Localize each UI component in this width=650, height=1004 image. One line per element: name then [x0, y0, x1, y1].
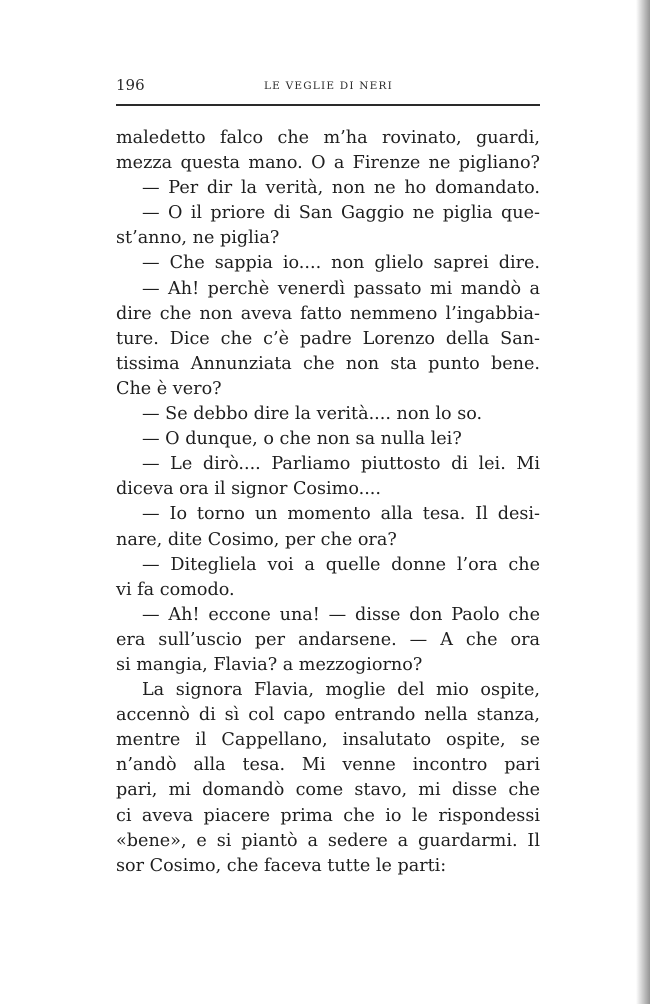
text-line: maledetto falco che m’ha rovinato, guardi,: [116, 128, 540, 148]
page-number: 196: [116, 76, 145, 94]
text-line: La signora Flavia, moglie del mio ospite,: [142, 680, 540, 701]
text-line: — Che sappia io.... non glielo saprei dire.: [142, 253, 540, 274]
text-line: n’andò alla tesa. Mi venne incontro pari: [116, 755, 540, 776]
text-line: era sull’uscio per andarsene. — A che ora: [116, 629, 540, 650]
text-line: dire che non aveva fatto nemmeno l’ingabbia-: [116, 303, 540, 324]
text-line: — Per dir la verità, non ne ho domandato.: [142, 178, 540, 199]
text-line: tissima Annunziata che non sta punto bene.: [116, 353, 540, 374]
text-line: — O il priore di San Gaggio ne piglia que-: [142, 203, 540, 224]
text-line: mezza questa mano. O a Firenze ne pigliano?: [116, 153, 540, 174]
text-line: si mangia, Flavia? a mezzogiorno?: [116, 654, 423, 675]
text-line: accennò di sì col capo entrando nella stanza,: [116, 705, 540, 726]
text-line: vi fa comodo.: [116, 579, 235, 600]
text-line: pari, mi domandò come stavo, mi disse che: [116, 780, 540, 801]
text-line: diceva ora il signor Cosimo....: [116, 479, 381, 500]
text-line: st’anno, ne piglia?: [116, 228, 280, 249]
page-edge-shadow: [636, 0, 650, 1004]
text-line: mentre il Cappellano, insalutato ospite, se: [116, 730, 540, 751]
body-text: [116, 126, 540, 879]
text-line: sor Cosimo, che faceva tutte le parti:: [116, 855, 447, 876]
text-line: «bene», e si piantò a sedere a guardarmi. Il: [116, 830, 540, 851]
text-line: — Le dirò.... Parliamo piuttosto di lei. Mi: [142, 454, 540, 475]
running-title: LE VEGLIE DI NERI: [264, 80, 393, 92]
text-line: — Ditegliela voi a quelle donne l’ora che: [142, 554, 540, 575]
text-line: — Ah! perchè venerdì passato mi mandò a: [142, 278, 540, 299]
text-line: — Se debbo dire la verità.... non lo so.: [142, 404, 483, 425]
text-line: Che è vero?: [116, 378, 222, 399]
header-rule: [116, 104, 540, 106]
text-line: ci aveva piacere prima che io le rispondessi: [116, 805, 540, 826]
text-line: — O dunque, o che non sa nulla lei?: [142, 429, 462, 450]
text-line: — Io torno un momento alla tesa. Il desi-: [142, 504, 540, 525]
text-line: nare, dite Cosimo, per che ora?: [116, 529, 397, 550]
text-line: ture. Dice che c’è padre Lorenzo della San-: [116, 328, 540, 349]
text-line: — Ah! eccone una! — disse don Paolo che: [142, 604, 540, 625]
